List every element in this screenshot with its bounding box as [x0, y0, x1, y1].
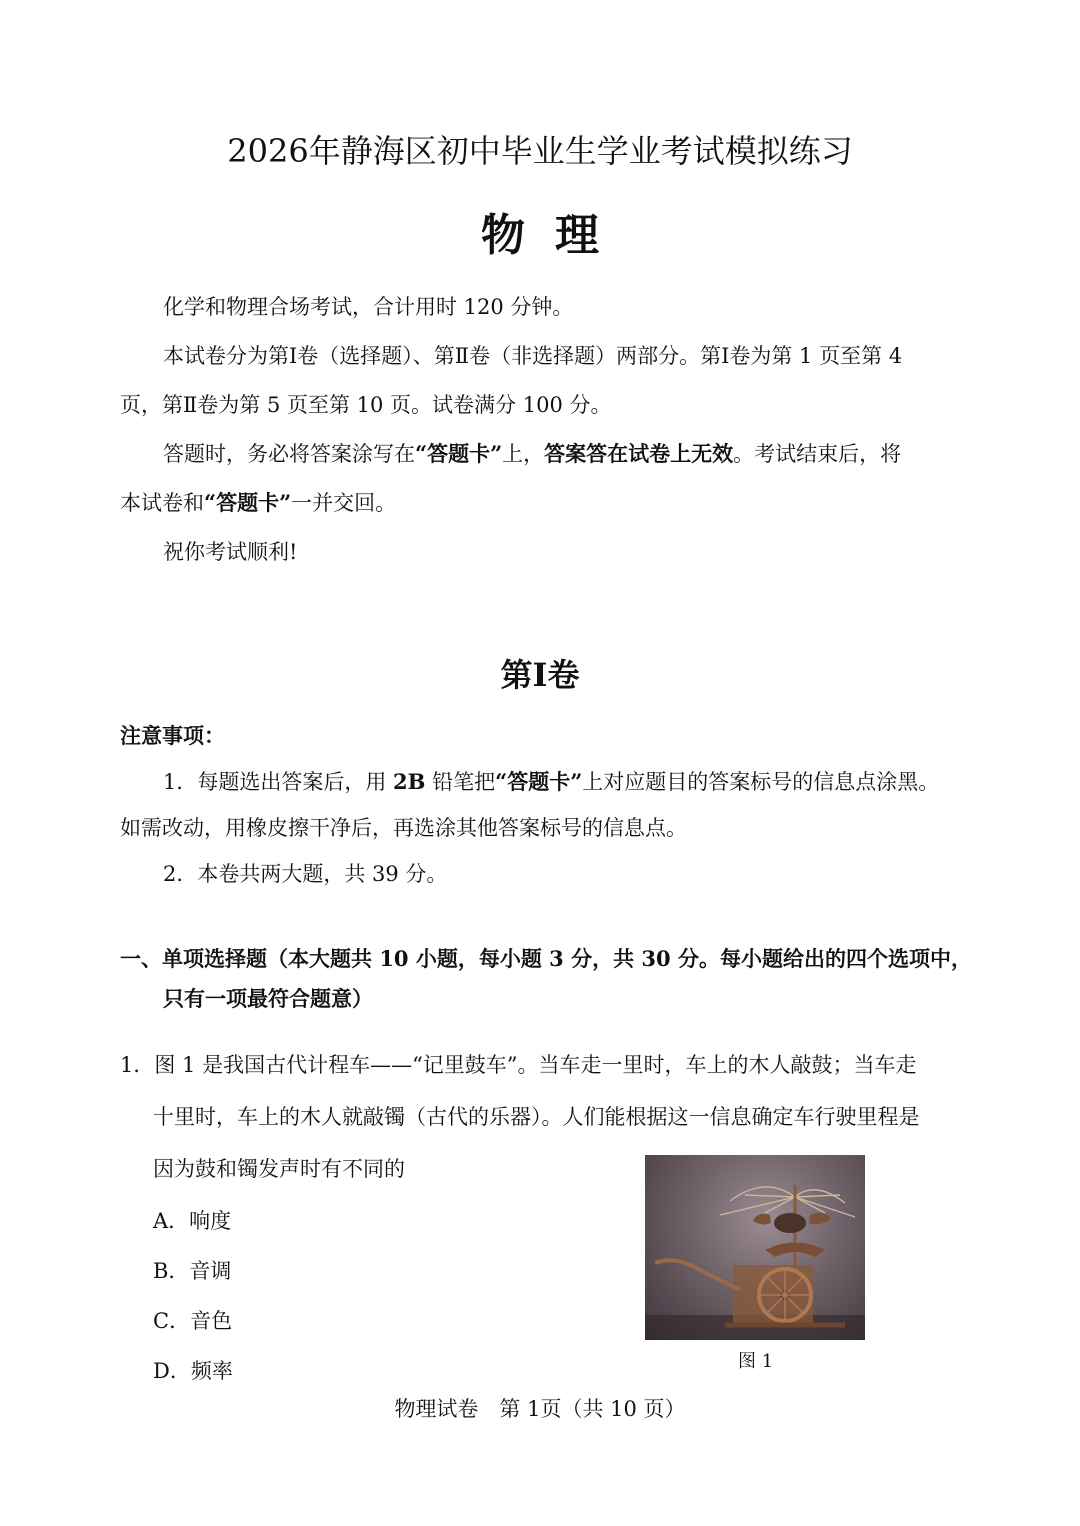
intro-answer-instruction	[163, 439, 901, 469]
section-heading-text: 小题，每小题	[408, 946, 550, 971]
option-a: A．响度	[153, 1209, 232, 1233]
intro-structure-line2: 页，第Ⅱ卷为第 5 页至第 10 页。试卷满分 100 分。	[120, 393, 612, 417]
good-luck-wish: 祝你考试顺利!	[163, 540, 298, 564]
drum-cart-figure	[645, 1155, 865, 1340]
question-1-line-1: 1．图 1 是我国古代计程车——“记里鼓车”。当车走一里时，车上的木人敲鼓；当车走	[120, 1053, 917, 1077]
notice-text: 铅笔把	[425, 770, 496, 794]
intro-answer-text: 。考试结束后，将	[733, 442, 902, 466]
points-per-question: 3	[549, 946, 564, 971]
option-c: C．音色	[153, 1309, 233, 1333]
question-1-line-3: 因为鼓和镯发声时有不同的	[153, 1157, 405, 1181]
notice-item-1	[163, 767, 939, 797]
notice-text: 上对应题目的答案标号的信息点涂黑。	[582, 770, 940, 794]
notice-text: 1．每题选出答案后，用	[163, 770, 394, 794]
answer-card-label: “答题卡”	[415, 441, 503, 466]
option-d: D．频率	[153, 1359, 233, 1383]
section-heading-text: 一、单项选择题（本大题共	[120, 946, 380, 971]
section-heading-text: 分，共	[563, 946, 642, 971]
page-footer: 物理试卷 第 1页（共 10 页）	[394, 1397, 686, 1421]
intro-return-instruction	[120, 488, 396, 518]
answer-card-label: “答题卡”	[204, 490, 292, 515]
answer-card-label: “答题卡”	[495, 769, 583, 794]
section-heading-continued: 只有一项最符合题意）	[163, 986, 373, 1011]
intro-return-text: 本试卷和	[120, 491, 204, 515]
drum-cart-image	[645, 1155, 865, 1340]
section-heading	[120, 944, 972, 974]
intro-answer-text: 答题时，务必将答案涂写在	[163, 442, 415, 466]
total-points: 30	[641, 946, 671, 971]
intro-duration: 化学和物理合场考试，合计用时 120 分钟。	[163, 295, 574, 319]
intro-structure-line1: 本试卷分为第Ⅰ卷（选择题）、第Ⅱ卷（非选择题）两部分。第Ⅰ卷为第 1 页至第 4	[163, 344, 903, 368]
subject-title: 物理	[481, 210, 629, 261]
invalid-answer-warning: 答案答在试卷上无效	[544, 441, 734, 466]
question-count: 10	[379, 946, 409, 971]
exam-title: 2026年静海区初中毕业生学业考试模拟练习	[227, 132, 853, 170]
volume-title: 第Ⅰ卷	[500, 656, 580, 694]
notice-item-2: 2．本卷共两大题，共 39 分。	[163, 862, 448, 886]
option-b: B．音调	[153, 1259, 232, 1283]
intro-answer-text: 上，	[502, 442, 545, 466]
notice-heading: 注意事项：	[120, 723, 225, 748]
question-1-line-2: 十里时，车上的木人就敲镯（古代的乐器）。人们能根据这一信息确定车行驶里程是	[153, 1105, 920, 1129]
pencil-type: 2B	[393, 769, 426, 794]
notice-item-1-continued: 如需改动，用橡皮擦干净后，再选涂其他答案标号的信息点。	[120, 816, 687, 840]
intro-return-text: 一并交回。	[291, 491, 397, 515]
section-heading-text: 分。每小题给出的四个选项中，	[670, 946, 972, 971]
figure-caption: 图 1	[738, 1351, 774, 1372]
